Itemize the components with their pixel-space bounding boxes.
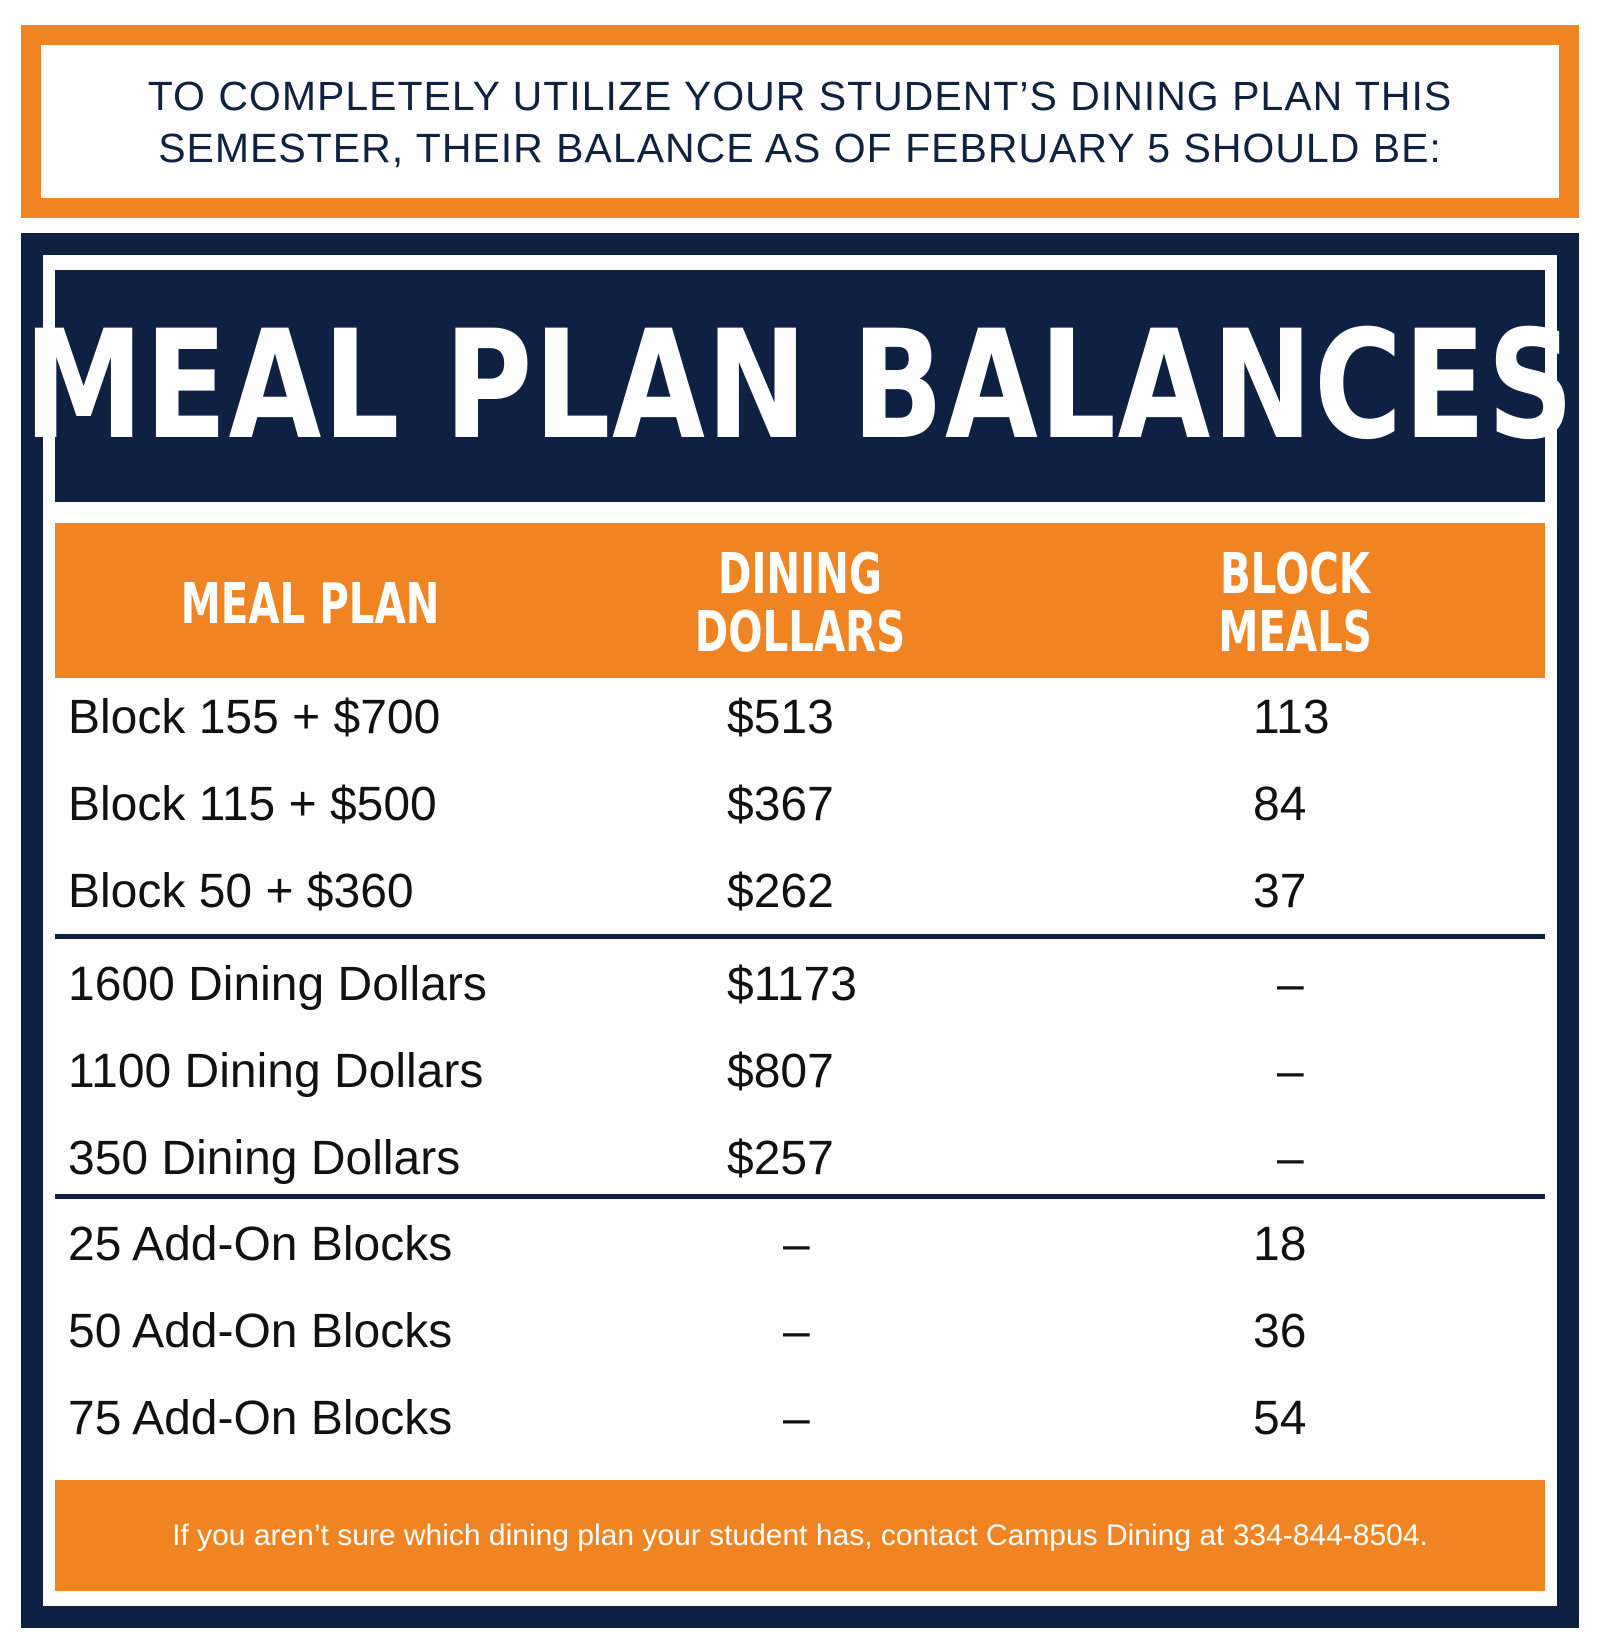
section-divider xyxy=(55,934,1545,939)
cell-block-meals: – xyxy=(1277,1132,1304,1185)
title-band xyxy=(24,270,1576,502)
cell-block-meals: 37 xyxy=(1253,865,1307,918)
section-divider xyxy=(55,1194,1545,1199)
cell-dining-dollars: $1173 xyxy=(727,958,857,1011)
table-row xyxy=(55,1292,1545,1372)
cell-meal-plan: 1600 Dining Dollars xyxy=(68,958,487,1011)
intro-box xyxy=(21,25,1579,218)
table-row xyxy=(55,852,1545,932)
cell-block-meals: 54 xyxy=(1253,1392,1307,1445)
column-header-block-meals-line1: BLOCK xyxy=(1219,542,1371,607)
footer-note xyxy=(55,1480,1545,1591)
column-header-dining-dollars xyxy=(670,542,929,665)
column-header-meal-plan xyxy=(180,572,440,637)
column-header-dining-dollars-line1: DINING xyxy=(717,542,883,607)
cell-dining-dollars: $367 xyxy=(727,778,834,831)
cell-meal-plan: 75 Add-On Blocks xyxy=(68,1392,453,1445)
cell-dining-dollars: – xyxy=(783,1392,810,1445)
cell-meal-plan: 25 Add-On Blocks xyxy=(68,1218,453,1271)
table-row xyxy=(55,1032,1545,1112)
cell-dining-dollars: $262 xyxy=(727,865,834,918)
table-row xyxy=(55,765,1545,845)
cell-block-meals: 36 xyxy=(1253,1305,1307,1358)
cell-meal-plan: 1100 Dining Dollars xyxy=(68,1045,484,1098)
table-row xyxy=(55,1119,1545,1199)
footer-text: If you aren’t sure which dining plan your student has, contact Campus Dining at 334-844-8504. xyxy=(172,1518,1428,1552)
cell-meal-plan: Block 115 + $500 xyxy=(68,778,437,831)
cell-dining-dollars: – xyxy=(783,1218,810,1271)
cell-dining-dollars: $807 xyxy=(727,1045,834,1098)
cell-dining-dollars: – xyxy=(783,1305,810,1358)
column-header-meal-plan-label: MEAL PLAN xyxy=(180,572,440,637)
cell-block-meals: – xyxy=(1277,958,1304,1011)
table-row xyxy=(55,678,1545,758)
table-row xyxy=(55,1379,1545,1459)
column-header-block-meals-line2: MEALS xyxy=(1218,600,1372,665)
cell-block-meals: 84 xyxy=(1253,778,1307,831)
cell-block-meals: 18 xyxy=(1253,1218,1307,1271)
column-header-dining-dollars-line2: DOLLARS xyxy=(694,600,906,665)
cell-meal-plan: Block 50 + $360 xyxy=(68,865,414,918)
intro-line-2: SEMESTER, THEIR BALANCE AS OF FEBRUARY 5 SHOULD BE: xyxy=(158,124,1442,171)
cell-meal-plan: 50 Add-On Blocks xyxy=(68,1305,453,1358)
intro-line-1: TO COMPLETELY UTILIZE YOUR STUDENT’S DINING PLAN THIS xyxy=(147,72,1453,119)
cell-dining-dollars: $513 xyxy=(727,691,834,744)
cell-meal-plan: Block 155 + $700 xyxy=(68,691,441,744)
table-row xyxy=(55,1205,1545,1285)
page-title: MEAL PLAN BALANCES xyxy=(24,299,1576,473)
column-header-block-meals xyxy=(1165,542,1424,665)
cell-dining-dollars: $257 xyxy=(727,1132,834,1185)
table-row xyxy=(55,945,1545,1025)
cell-block-meals: – xyxy=(1277,1045,1304,1098)
cell-meal-plan: 350 Dining Dollars xyxy=(68,1132,461,1185)
cell-block-meals: 113 xyxy=(1253,691,1330,744)
